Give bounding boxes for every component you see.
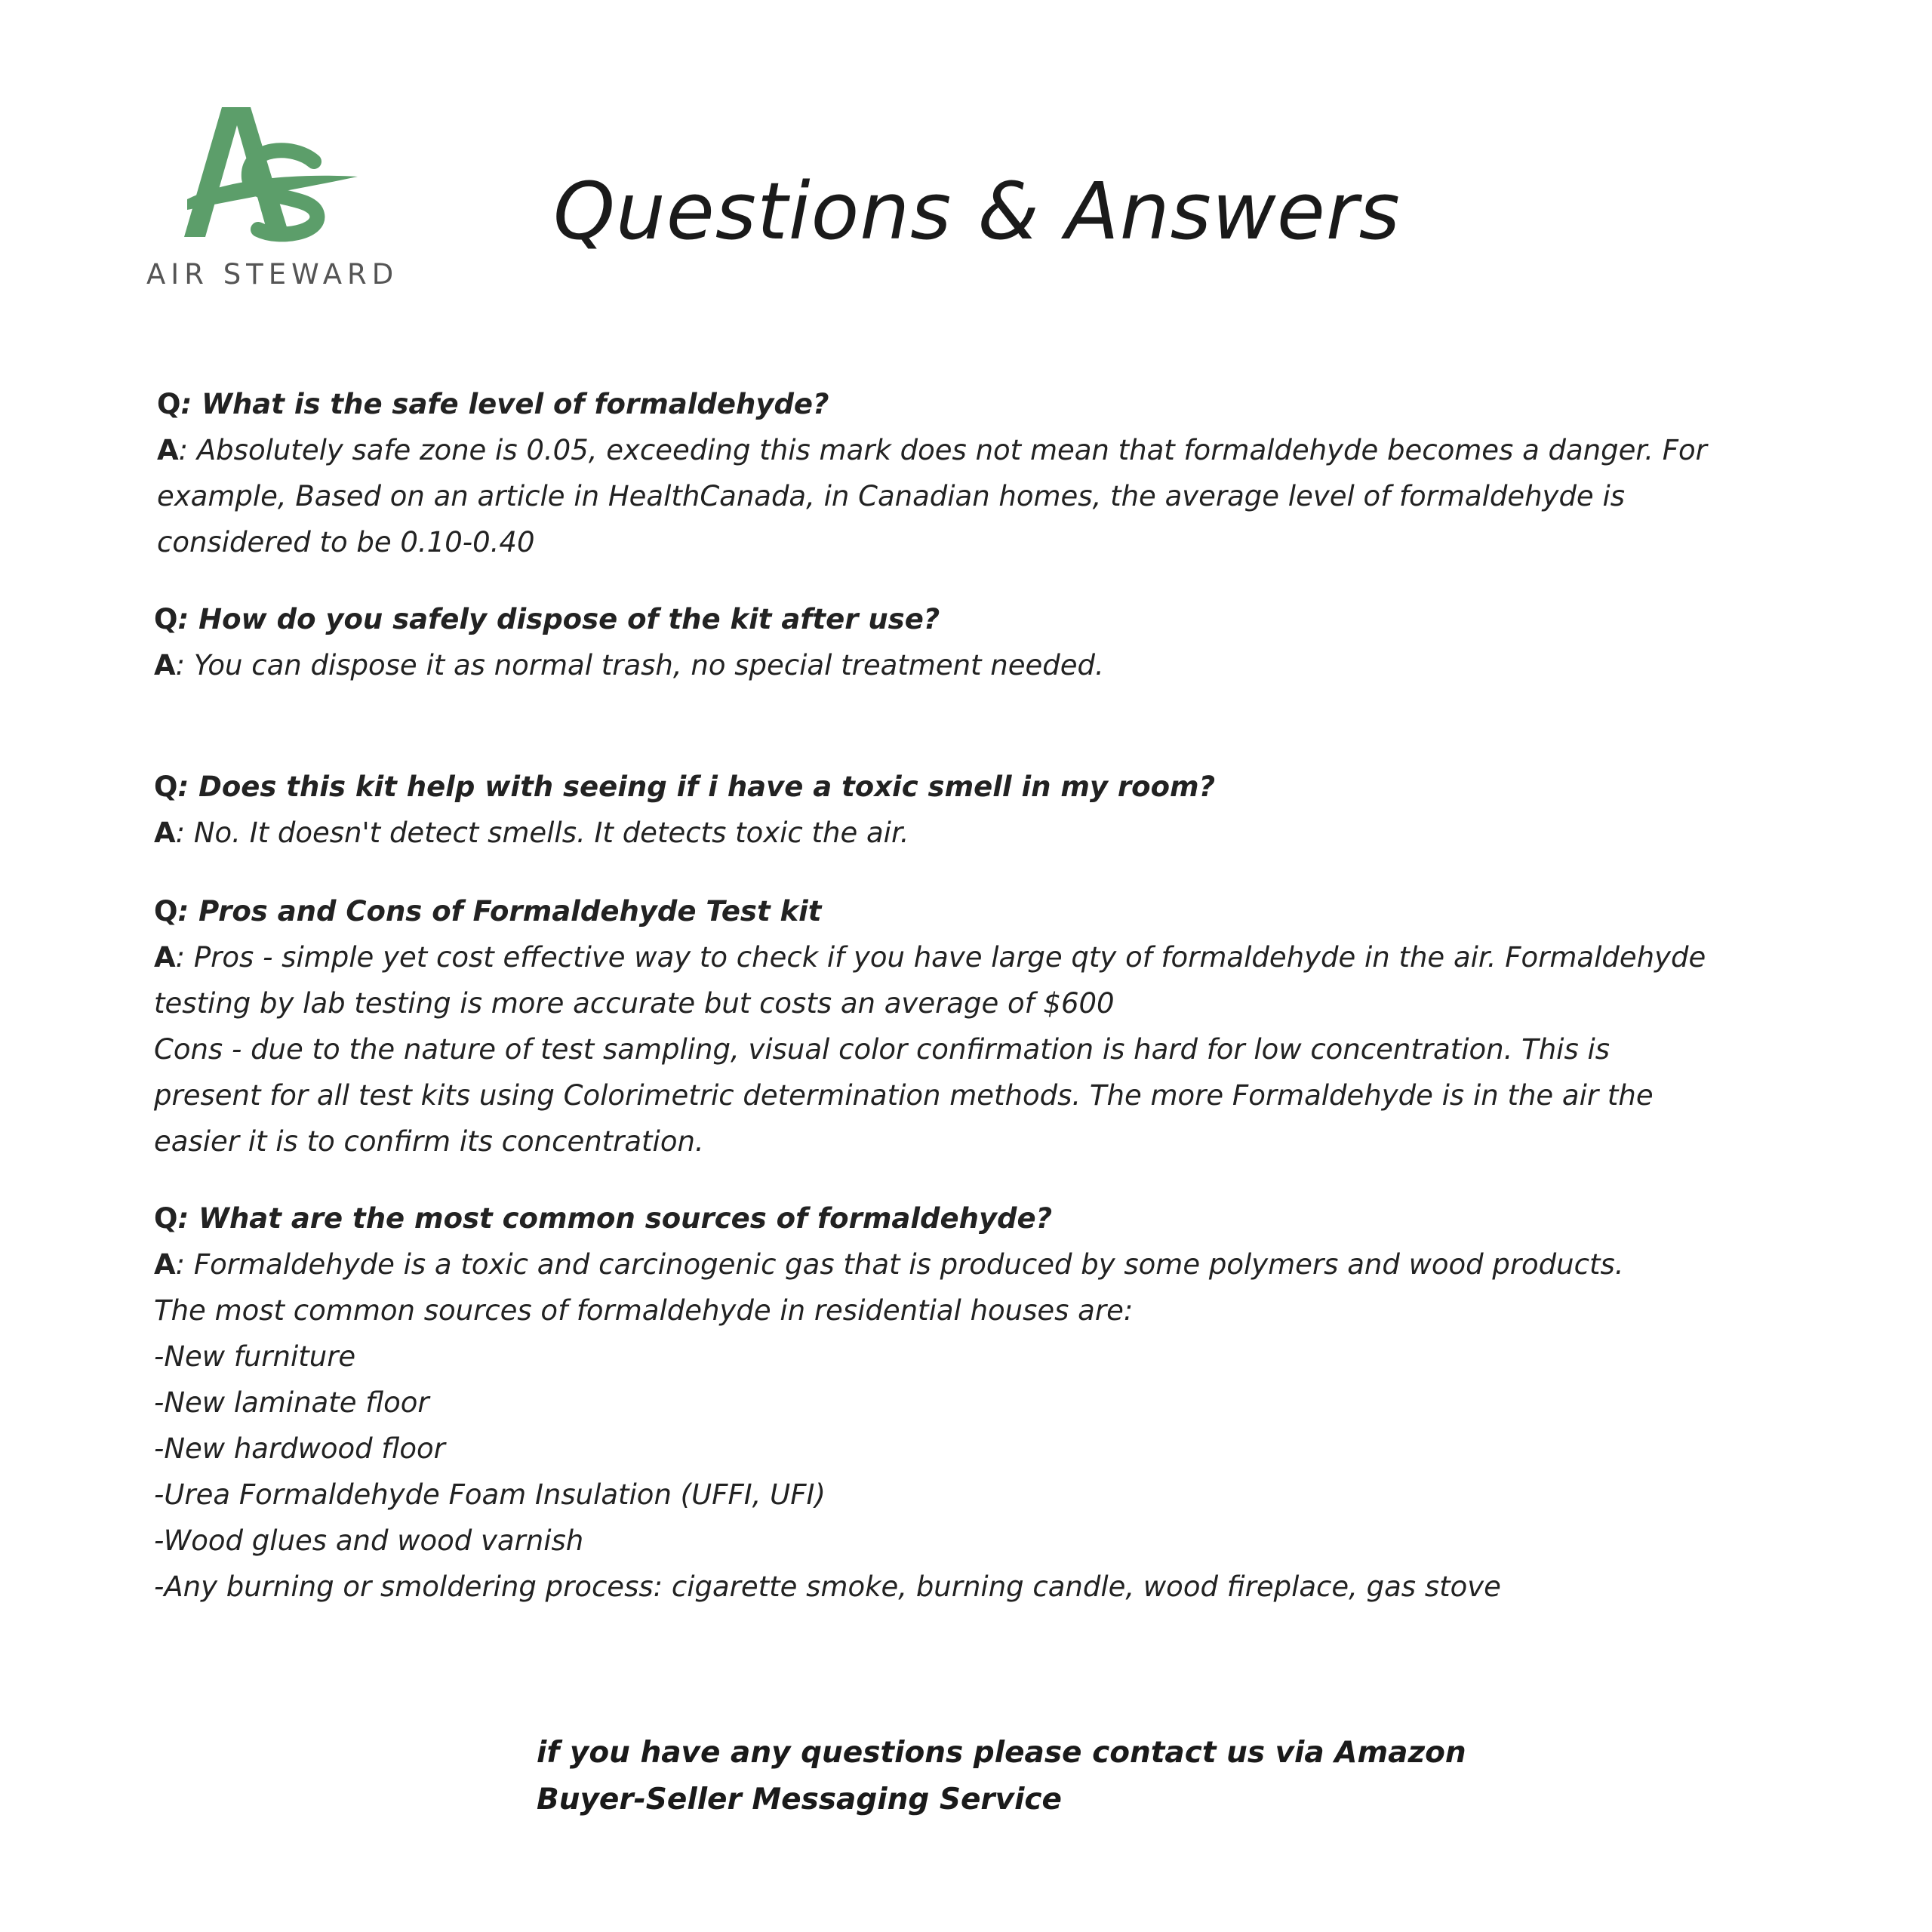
qa-item: [154, 596, 1799, 688]
answer-line: example, Based on an article in HealthCanada, in Canadian homes, the average level of formaldehyde is: [157, 480, 1626, 512]
answer-line: considered to be 0.10-0.40: [157, 526, 535, 558]
answer-text: : You can dispose it as normal trash, no special treatment needed.: [175, 649, 1104, 681]
answer-first-line: [154, 642, 1799, 688]
qa-list: [154, 381, 1799, 1610]
source-list-item: -Urea Formaldehyde Foam Insulation (UFFI, UFI): [154, 1478, 826, 1511]
page-title: Questions & Answers: [553, 165, 1401, 257]
question-text: : Pros and Cons of Formaldehyde Test kit: [177, 895, 822, 928]
question-text: : What is the safe level of formaldehyde?: [180, 388, 829, 420]
contact-note-line: if you have any questions please contact us via Amazon: [537, 1736, 1466, 1770]
q-marker: Q: [154, 771, 178, 803]
question: [154, 764, 1799, 810]
qa-item: [154, 764, 1799, 856]
answer-text: : No. It doesn't detect smells. It detects toxic the air.: [175, 817, 909, 849]
contact-note-line: Buyer-Seller Messaging Service: [537, 1783, 1063, 1817]
a-marker: A: [154, 941, 176, 974]
a-marker: A: [157, 434, 179, 466]
answer-first-line: [157, 427, 1799, 473]
a-marker: A: [154, 649, 176, 681]
source-list-item: -New laminate floor: [154, 1386, 429, 1419]
q-marker: Q: [154, 603, 178, 635]
answer-line: Cons - due to the nature of test sampling, visual color confirmation is hard for low concentration. This is: [154, 1033, 1611, 1066]
a-marker: A: [154, 817, 176, 849]
air-steward-logo-icon: [180, 104, 361, 248]
source-list-item: -Wood glues and wood varnish: [154, 1524, 584, 1557]
q-marker: Q: [157, 388, 181, 420]
question-text: : How do you safely dispose of the kit after use?: [177, 603, 940, 635]
question: [154, 888, 1799, 934]
brand-logo: [142, 104, 399, 300]
qa-item: [154, 1195, 1799, 1610]
question-text: : Does this kit help with seeing if i have a toxic smell in my room?: [177, 771, 1216, 803]
answer-text: : Formaldehyde is a toxic and carcinogenic gas that is produced by some polymers and wood products.: [175, 1248, 1624, 1281]
answer-first-line: [154, 934, 1799, 980]
answer-first-line: [154, 810, 1799, 856]
qa-item: [157, 381, 1799, 565]
answer-text: : Absolutely safe zone is 0.05, exceeding this mark does not mean that formaldehyde becomes a danger. For: [178, 434, 1707, 466]
answer-text: : Pros - simple yet cost effective way to check if you have large qty of formaldehyde in the air. Formaldehyde: [175, 941, 1706, 974]
answer-line: present for all test kits using Colorimetric determination methods. The more Formaldehyde is in the air the: [154, 1079, 1654, 1112]
question: [157, 381, 1799, 427]
answer-line: testing by lab testing is more accurate but costs an average of $600: [154, 987, 1115, 1020]
answer-line: The most common sources of formaldehyde in residential houses are:: [154, 1294, 1134, 1327]
q-marker: Q: [154, 1202, 178, 1235]
a-marker: A: [154, 1248, 176, 1281]
source-list-item: -New furniture: [154, 1340, 356, 1373]
question: [154, 596, 1799, 642]
source-list-item: -New hardwood floor: [154, 1432, 445, 1465]
contact-note: [537, 1730, 1466, 1823]
brand-name: AIR STEWARD: [146, 258, 399, 291]
qa-item: [154, 888, 1799, 1164]
question: [154, 1195, 1799, 1241]
question-text: : What are the most common sources of formaldehyde?: [177, 1202, 1053, 1235]
answer-first-line: [154, 1241, 1799, 1287]
q-marker: Q: [154, 895, 178, 928]
source-list-item: -Any burning or smoldering process: cigarette smoke, burning candle, wood fireplace, gas stove: [154, 1571, 1501, 1603]
answer-line: easier it is to confirm its concentration.: [154, 1125, 704, 1158]
